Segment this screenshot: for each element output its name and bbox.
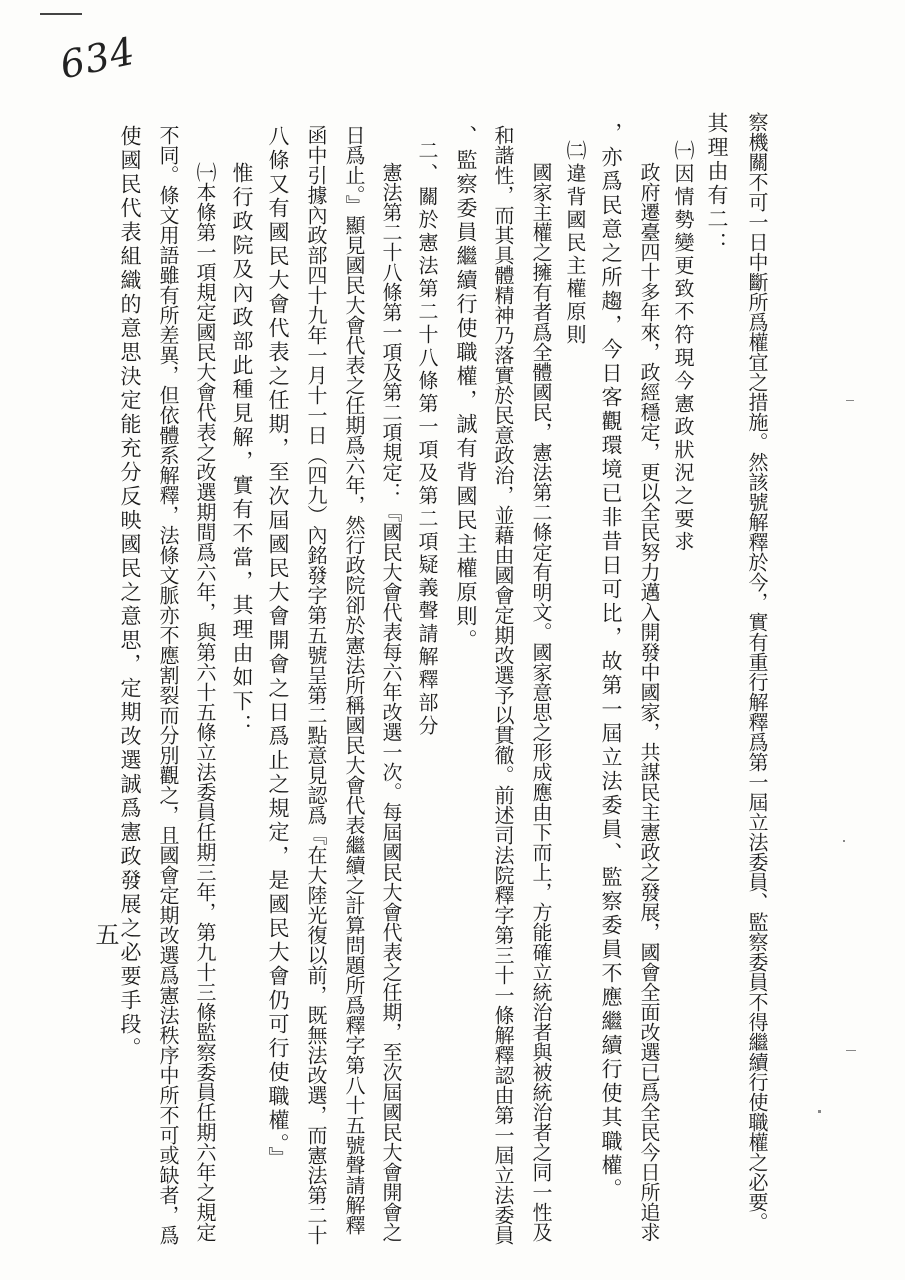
text-column-16: ㈠本條第一項規定國民大會代表之改選期間爲六年，與第六十五條立法委員任期三年，第九十三條監察委員任期六年之規定 bbox=[193, 162, 217, 1242]
text-column-4: 政府遷臺四十多年來，政經穩定，更以全民努力邁入開發中國家，共謀民主憲政之發展，國會全面改選已爲全民今日所追求 bbox=[637, 162, 661, 1242]
section-heading-3: 二、關於憲法第二十八條第一項及第二項疑義聲請解釋部分 bbox=[415, 140, 439, 738]
text-column-11: 憲法第二十八條第一項及第二項規定：『國民大會代表每六年改選一次。每屆國民大會代表之任期，至次屆國民大會開會之 bbox=[379, 162, 403, 1242]
text-column-7: 國家主權之擁有者爲全體國民，憲法第二條定有明文。國家意思之形成應由下而上，方能確立統治者與被統治者之同一性及 bbox=[529, 162, 553, 1242]
section-heading-2: ㈡違背國民主權原則 bbox=[563, 140, 587, 347]
page-number: 五 bbox=[91, 922, 119, 946]
scan-speck bbox=[846, 1050, 856, 1051]
text-column-14: 八條又有國民大會代表之任期，至次屆國民大會開會之日爲止之規定，是國民大會仍可行使職權。』 bbox=[266, 125, 290, 1171]
text-column-13: 函中引據內政部四十九年一月十一日（四九）內銘發字第五號呈第二點意見認爲『在大陸光復以前，既無法改選，而憲法第二十 bbox=[304, 125, 328, 1245]
text-column-5: ，亦爲民意之所趨，今日客觀環境已非昔日可比，故第一屆立法委員、監察委員不應繼續行使其職權。 bbox=[599, 122, 623, 1202]
scan-speck bbox=[846, 400, 854, 401]
top-rule bbox=[40, 13, 82, 15]
scan-speck bbox=[843, 840, 845, 842]
text-column-15: 惟行政院及內政部此種見解，實有不當，其理由如下： bbox=[230, 162, 254, 738]
text-column-12: 日爲止。』顯見國民大會代表之任期爲六年，然行政院卻於憲法所稱國民大會代表繼續之計算問題所爲釋字第八十五號聲請解釋 bbox=[342, 125, 366, 1235]
scan-speck bbox=[818, 1110, 821, 1113]
handwritten-page-mark: 634 bbox=[56, 28, 140, 88]
text-column-9: 、監察委員繼續行使職權，誠有背國民主權原則。 bbox=[454, 125, 478, 653]
text-column-2: 其理由有二： bbox=[705, 112, 729, 256]
text-column-8: 和諧性，而其具體精神乃落實於民意政治，並藉由國會定期改選予以貫徹。前述司法院釋字第三十一條解釋認由第一屆立法委員 bbox=[491, 125, 515, 1245]
section-heading-1: ㈠因情勢變更致不符現今憲政狀況之要求 bbox=[671, 140, 695, 554]
text-column-1: 察機關不可一日中斷所爲權宜之措施。然該號解釋於今，實有重行解釋爲第一屆立法委員、監察委員不得繼續行使職權之必要。 bbox=[745, 112, 769, 1232]
text-column-18: 使國民代表組織的意思決定能充分反映國民之意思，定期改選誠爲憲政發展之必要手段。 bbox=[118, 125, 142, 1061]
text-column-17: 不同。條文用語雖有所差異，但依體系解釋，法條文脈亦不應割裂而分別觀之，且國會定期改選爲憲法秩序中所不可或缺者，爲 bbox=[156, 125, 180, 1245]
